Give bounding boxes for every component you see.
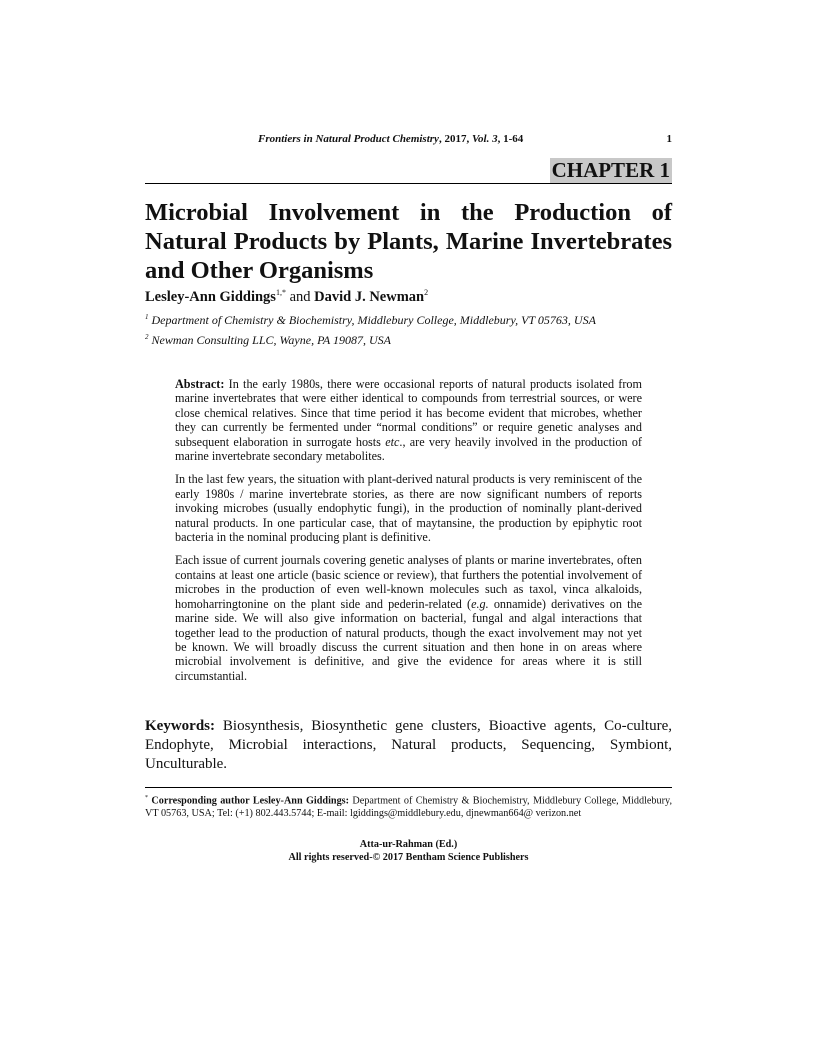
chapter-title: Microbial Involvement in the Production of Natural Products by Plants, Marine Invertebrates and Other Organisms xyxy=(145,199,672,284)
affiliation: $^2$ Newman Consulting LLC, Wayne, PA 19087, USA xyxy=(145,333,391,347)
abstract-paragraph: Abstract: In the early 1980s, there were occasional reports of natural products isolated from marine invertebrates that were either identical to compounds from terrestrial sources, or were close chemical relatives. Since that time period it has become evident that microbes, whether they can currently be fermented under “normal conditions” or require genetic analyses and subsequent elaboration in surrogate hosts etc., are very heavily involved in the production of marine invertebrate secondary metabolites. xyxy=(175,377,642,464)
abstract xyxy=(175,377,642,692)
footnote-rule xyxy=(145,787,672,788)
keywords: Keywords: Biosynthesis, Biosynthetic gene clusters, Bioactive agents, Co-culture, Endophyte, Microbial interactions, Natural products, Sequencing, Symbiont, Unculturable. xyxy=(145,718,672,772)
abstract-paragraph: In the last few years, the situation with plant-derived natural products is very reminiscent of the early 1980s / marine invertebrate stories, as there are now significant numbers of reports invoking microbes (usually endophytic fungi), in the production of nominally plant-derived natural products. In one particular case, that of maytansine, the production by epiphytic root bacteria in the nominal producing plant is definitive. xyxy=(175,472,642,545)
author-name: Lesley-Ann Giddings xyxy=(145,288,276,305)
header-rule xyxy=(145,183,672,184)
copyright: All rights reserved-© 2017 Bentham Science Publishers xyxy=(288,851,529,863)
authors: Lesley-Ann Giddings$^{1,*}$ and David J. Newman$^2$ xyxy=(145,288,429,305)
editor: Atta-ur-Rahman (Ed.) xyxy=(359,839,458,850)
affiliation: $^1$ Department of Chemistry & Biochemistry, Middlebury College, Middlebury, VT 05763, USA xyxy=(145,313,596,327)
publisher-info xyxy=(145,839,672,864)
abstract-paragraph: Each issue of current journals covering genetic analyses of plants or marine invertebrates, often contains at least one article (basic science or review), that furthers the potential involvement of microbes in the production of even well-known molecules such as taxol, vinca alkaloids, homoharringtonine on the plant side and pederin-related (e.g. onnamide) derivatives on the marine side. We will also give information on bacterial, fungal and algal interactions that together lead to the production of natural products, though the exact involvement may not yet be known. We will broadly discuss the current situation and then hone in on areas where microbial involvement is definitive, and give the evidence for areas where it is still circumstantial. xyxy=(175,553,642,683)
chapter-label: CHAPTER 1 xyxy=(551,158,670,182)
page-number: 1 xyxy=(666,133,672,145)
corresponding-author-footnote: * Corresponding author Lesley-Ann Giddings: Department of Chemistry & Biochemistry, Middlebury College, Middlebury, VT 05763, USA; Tel: (+1) 802.443.5744; E-mail: lgiddings@middlebury.edu, djnewman664@ verizon.net xyxy=(145,795,672,819)
journal-citation: Frontiers in Natural Product Chemistry, 2017, Vol. 3, 1-64 xyxy=(258,133,524,145)
author-name: David J. Newman xyxy=(314,288,425,305)
